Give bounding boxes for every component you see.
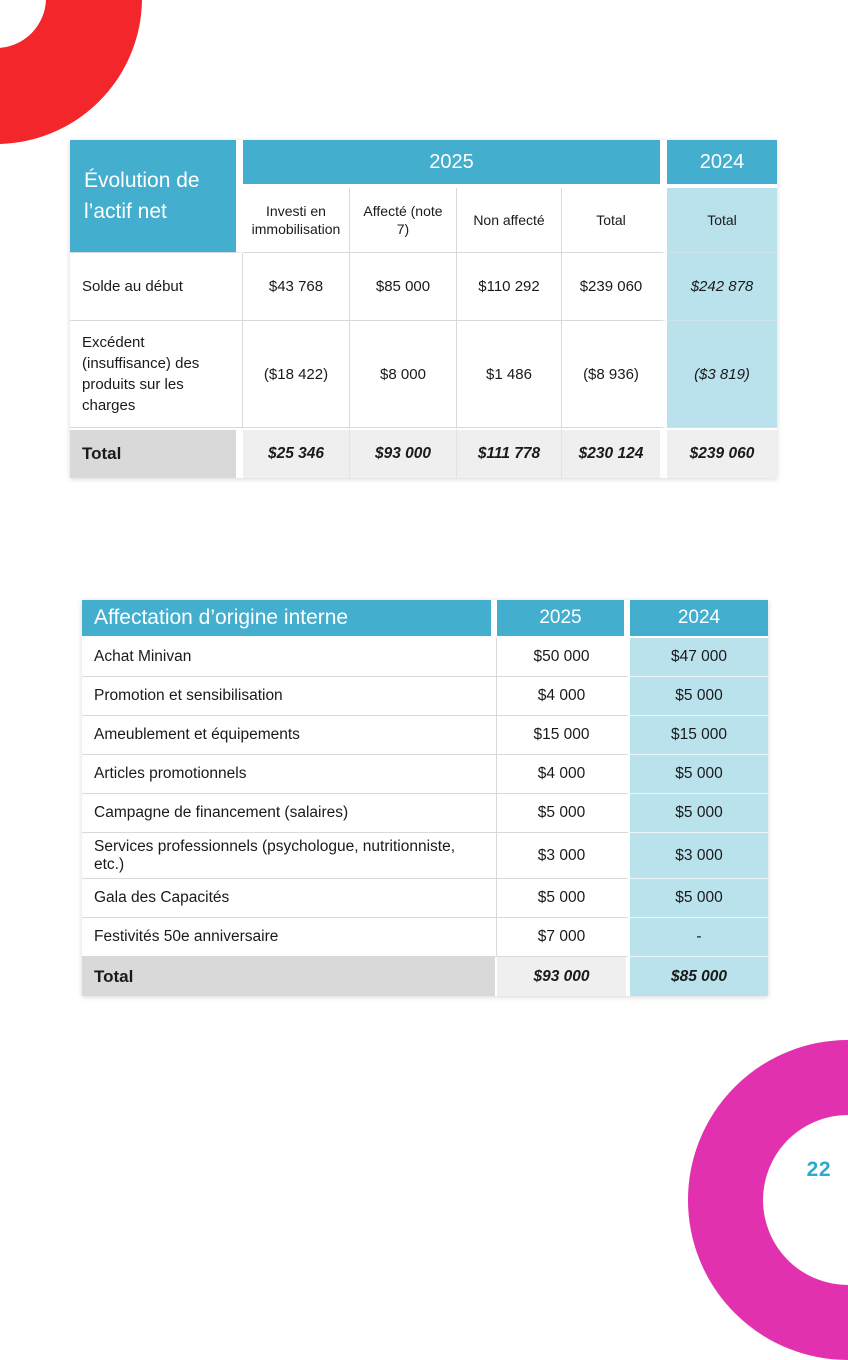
cell-value-2024: - bbox=[630, 918, 768, 957]
table-row bbox=[82, 677, 768, 716]
cell-value-2024: $5 000 bbox=[630, 794, 768, 833]
cell-value-2025: $5 000 bbox=[497, 794, 630, 833]
table-row bbox=[82, 755, 768, 794]
page-number: 22 bbox=[806, 1158, 831, 1181]
row-label: Articles promotionnels bbox=[82, 755, 497, 794]
cell-value-2024: $5 000 bbox=[630, 677, 768, 716]
internal-allocation-table bbox=[82, 600, 768, 996]
year-header-2024: 2024 bbox=[667, 140, 777, 188]
subheader-unaffected: Non affecté bbox=[457, 188, 562, 253]
decorative-pink-arc bbox=[688, 1040, 848, 1360]
total-label: Total bbox=[82, 957, 497, 996]
cell-value-2025: $3 000 bbox=[497, 833, 630, 879]
table-row bbox=[82, 638, 768, 677]
subheader-invested: Investi en immobilisation bbox=[243, 188, 350, 253]
row-label: Ameublement et équipements bbox=[82, 716, 497, 755]
table-total-row bbox=[70, 428, 777, 478]
cell-value-2024: $15 000 bbox=[630, 716, 768, 755]
table-row bbox=[82, 716, 768, 755]
table-total-row bbox=[82, 957, 768, 996]
subheader-affected: Affecté (note 7) bbox=[350, 188, 457, 253]
table-row bbox=[70, 253, 777, 321]
year-header-2024: 2024 bbox=[630, 600, 768, 638]
subheader-total-2024: Total bbox=[667, 188, 777, 253]
row-label: Achat Minivan bbox=[82, 638, 497, 677]
cell-value: $8 000 bbox=[350, 321, 457, 428]
cell-value: $43 768 bbox=[243, 253, 350, 321]
total-value: $230 124 bbox=[562, 428, 667, 478]
row-label: Campagne de financement (salaires) bbox=[82, 794, 497, 833]
cell-value-2024: $3 000 bbox=[630, 833, 768, 879]
total-value: $25 346 bbox=[243, 428, 350, 478]
year-header-2025: 2025 bbox=[497, 600, 630, 638]
cell-value-2024: $5 000 bbox=[630, 755, 768, 794]
table-row bbox=[70, 321, 777, 428]
table-row bbox=[82, 833, 768, 879]
decorative-red-arc bbox=[0, 0, 142, 144]
cell-value-2024: $242 878 bbox=[667, 253, 777, 321]
table-row bbox=[82, 918, 768, 957]
cell-value-2024: ($3 819) bbox=[667, 321, 777, 428]
row-label: Solde au début bbox=[70, 253, 243, 321]
row-label: Excédent (insuffisance) des produits sur les charges bbox=[70, 321, 243, 428]
subheader-total-2025: Total bbox=[562, 188, 667, 253]
cell-value: ($8 936) bbox=[562, 321, 667, 428]
total-value: $93 000 bbox=[350, 428, 457, 478]
cell-value: $110 292 bbox=[457, 253, 562, 321]
table2-title: Affectation d’origine interne bbox=[82, 600, 497, 638]
cell-value-2025: $15 000 bbox=[497, 716, 630, 755]
table-header-years bbox=[70, 140, 777, 188]
row-label: Gala des Capacités bbox=[82, 879, 497, 918]
table-row bbox=[82, 879, 768, 918]
net-assets-table bbox=[70, 140, 777, 478]
row-label: Services professionnels (psychologue, nutritionniste, etc.) bbox=[82, 833, 497, 879]
row-label: Promotion et sensibilisation bbox=[82, 677, 497, 716]
table1-title: Évolution de l’actif net bbox=[70, 140, 243, 253]
total-value-2025: $93 000 bbox=[497, 957, 630, 996]
cell-value: $1 486 bbox=[457, 321, 562, 428]
cell-value-2025: $4 000 bbox=[497, 755, 630, 794]
table-header-row bbox=[82, 600, 768, 638]
year-header-2025: 2025 bbox=[243, 140, 667, 188]
cell-value: ($18 422) bbox=[243, 321, 350, 428]
cell-value: $239 060 bbox=[562, 253, 667, 321]
total-value-2024: $85 000 bbox=[630, 957, 768, 996]
table-row bbox=[82, 794, 768, 833]
cell-value-2024: $5 000 bbox=[630, 879, 768, 918]
cell-value-2025: $50 000 bbox=[497, 638, 630, 677]
total-label: Total bbox=[70, 428, 243, 478]
cell-value-2025: $7 000 bbox=[497, 918, 630, 957]
total-value: $111 778 bbox=[457, 428, 562, 478]
cell-value-2025: $5 000 bbox=[497, 879, 630, 918]
total-value-2024: $239 060 bbox=[667, 428, 777, 478]
row-label: Festivités 50e anniversaire bbox=[82, 918, 497, 957]
cell-value-2024: $47 000 bbox=[630, 638, 768, 677]
cell-value-2025: $4 000 bbox=[497, 677, 630, 716]
cell-value: $85 000 bbox=[350, 253, 457, 321]
